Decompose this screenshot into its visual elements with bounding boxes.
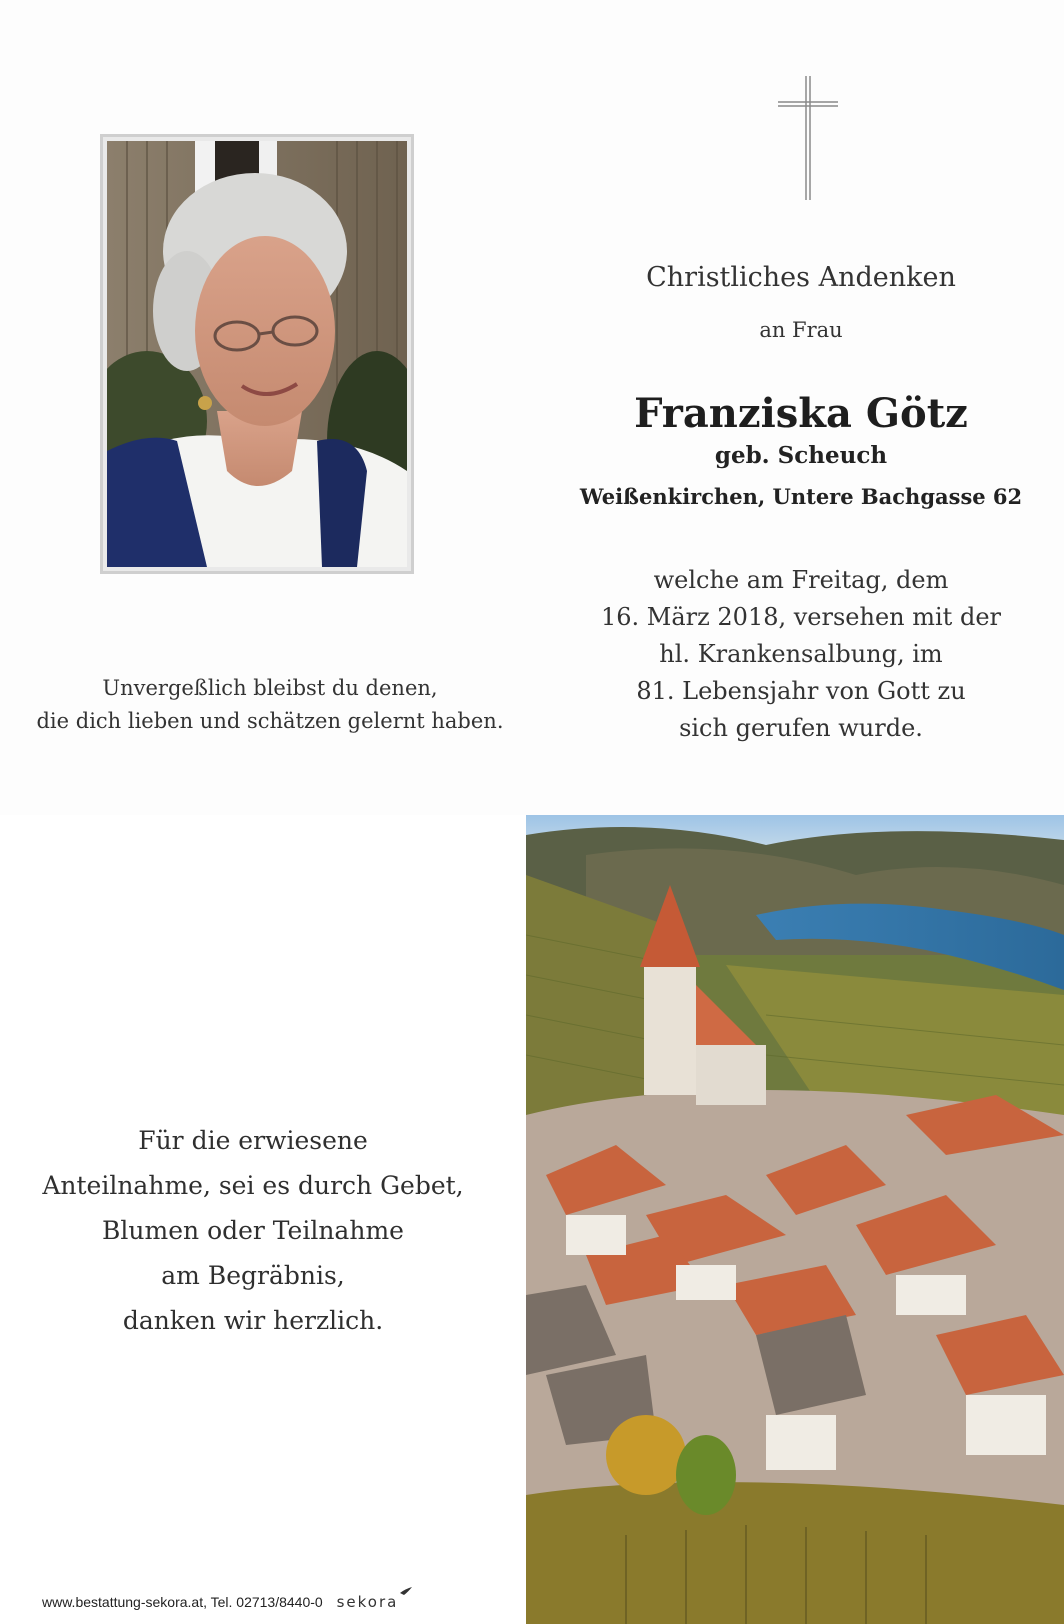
- quote-line: Unvergeßlich bleibst du denen,: [102, 676, 438, 700]
- death-line: 16. März 2018, versehen mit der: [600, 603, 1001, 631]
- death-line: sich gerufen wurde.: [679, 714, 923, 742]
- contact-info: www.bestattung-sekora.at, Tel. 02713/8440-0: [42, 1594, 323, 1610]
- thanks-line: danken wir herzlich.: [122, 1306, 384, 1335]
- thanks-text: [40, 1118, 466, 1343]
- memorial-text-panel: [538, 0, 1064, 815]
- death-line: 81. Lebensjahr von Gott zu: [636, 677, 966, 705]
- footer: [42, 1593, 482, 1617]
- village-landscape-image: [526, 815, 1064, 1624]
- portrait-photo: [100, 134, 414, 574]
- death-line: hl. Krankensalbung, im: [659, 640, 943, 668]
- cross-icon: [776, 74, 840, 202]
- memorial-quote: [20, 672, 520, 738]
- portrait-panel: [0, 0, 538, 815]
- quote-line: die dich lieben und schätzen gelernt haben.: [36, 709, 504, 733]
- village-photo: [526, 815, 1064, 1624]
- thanks-line: Für die erwiesene: [138, 1126, 368, 1155]
- bird-icon: [400, 1587, 412, 1597]
- logo-text: sekora: [336, 1593, 399, 1611]
- sekora-logo: [337, 1593, 399, 1611]
- address: Weißenkirchen, Untere Bachgasse 62: [579, 484, 1023, 509]
- birth-name: geb. Scheuch: [714, 442, 888, 469]
- thanks-line: Anteilnahme, sei es durch Gebet,: [42, 1171, 464, 1200]
- deceased-name: Franziska Götz: [634, 390, 968, 437]
- death-notice: [538, 562, 1064, 747]
- thanks-line: Blumen oder Teilnahme: [102, 1216, 404, 1245]
- death-line: welche am Freitag, dem: [653, 566, 949, 594]
- memorial-heading: Christliches Andenken: [646, 262, 956, 293]
- salutation: an Frau: [759, 318, 843, 342]
- thanks-line: am Begräbnis,: [161, 1261, 345, 1290]
